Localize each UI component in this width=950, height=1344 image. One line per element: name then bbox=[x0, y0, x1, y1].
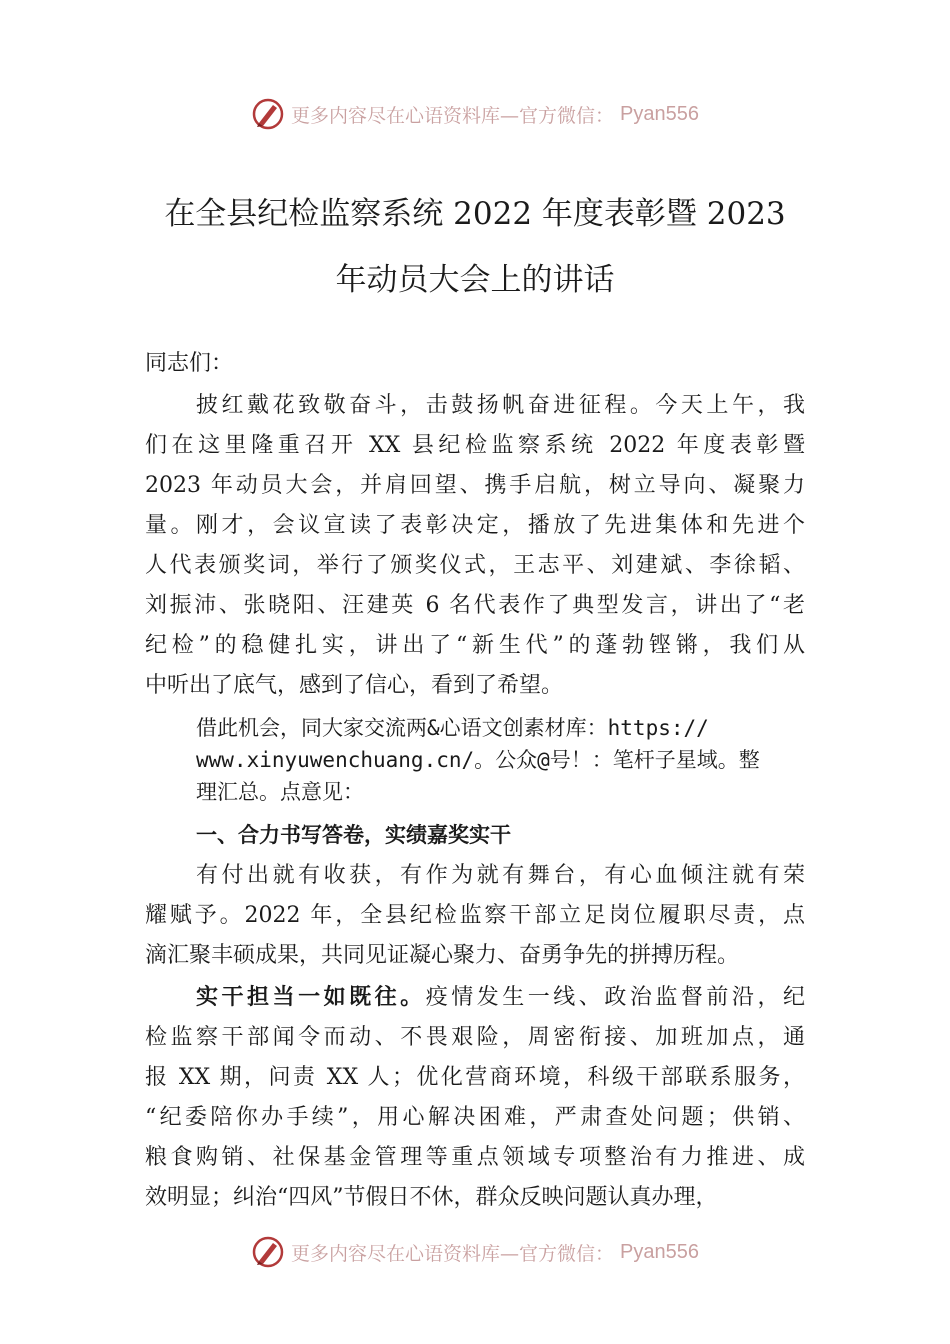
banner-text: 更多内容尽在心语资料库—官方微信： bbox=[291, 104, 615, 127]
paragraph-line: 量。刚才，会议宣读了表彰决定，播放了先进集体和先进个 bbox=[145, 513, 805, 538]
paragraph-line: 2023 年动员大会，并肩回望、携手启航，树立导向、凝聚力 bbox=[145, 473, 805, 498]
greeting: 同志们： bbox=[145, 351, 234, 376]
paragraph-line: 粮食购销、社保基金管理等重点领域专项整治有力推进、成 bbox=[145, 1145, 805, 1170]
banner-text: 更多内容尽在心语资料库—官方微信： bbox=[291, 1242, 615, 1265]
banner-wechat-id: Pyan556 bbox=[620, 102, 699, 125]
paragraph-line: 们在这里隆重召开 XX 县纪检监察系统 2022 年度表彰暨 bbox=[145, 433, 805, 458]
insert-line: www.xinyuwenchuang.cn/。公众@号！：笔杆子星域。整 bbox=[196, 748, 760, 772]
document-title-line-1: 在全县纪检监察系统 2022 年度表彰暨 2023 bbox=[164, 196, 786, 232]
paragraph-line bbox=[196, 983, 805, 1013]
paragraph-line: 人代表颁奖词，举行了颁奖仪式，王志平、刘建斌、李徐韬、 bbox=[145, 553, 805, 578]
banner-wechat-id: Pyan556 bbox=[620, 1240, 699, 1263]
paragraph-line: 报 XX 期，问责 XX 人；优化营商环境，科级干部联系服务， bbox=[145, 1065, 805, 1090]
brush-logo-icon bbox=[251, 1235, 285, 1269]
paragraph-line: 耀赋予。2022 年，全县纪检监察干部立足岗位履职尽责，点 bbox=[145, 903, 805, 928]
sub-heading-rest: 疫情发生一线、政治监督前沿，纪 bbox=[425, 985, 805, 1010]
paragraph-line: 有付出就有收获，有作为就有舞台，有心血倾注就有荣 bbox=[196, 863, 805, 888]
paragraph-line: 中听出了底气，感到了信心，看到了希望。 bbox=[145, 673, 564, 698]
paragraph-line: “纪委陪你办手续”，用心解决困难，严肃查处问题；供销、 bbox=[145, 1105, 805, 1130]
insert-line: 理汇总。点意见： bbox=[196, 780, 364, 804]
paragraph-line: 刘振沛、张晓阳、汪建英 6 名代表作了典型发言，讲出了“老 bbox=[145, 593, 805, 618]
document-title-line-2: 年动员大会上的讲话 bbox=[335, 262, 615, 298]
paragraph-line: 检监察干部闻令而动、不畏艰险，周密衔接、加班加点，通 bbox=[145, 1025, 805, 1050]
paragraph-line: 效明显；纠治“四风”节假日不休，群众反映问题认真办理， bbox=[145, 1185, 718, 1210]
sub-heading: 实干担当一如既往。 bbox=[196, 985, 426, 1010]
brush-logo-icon bbox=[251, 97, 285, 131]
paragraph-line: 滴汇聚丰硕成果，共同见证凝心聚力、奋勇争先的拼搏历程。 bbox=[145, 943, 740, 968]
footer-watermark-banner bbox=[0, 1232, 950, 1272]
paragraph-line: 纪检”的稳健扎实，讲出了“新生代”的蓬勃铿锵，我们从 bbox=[145, 633, 805, 658]
section-heading: 一、合力书写答卷，实绩嘉奖实干 bbox=[196, 823, 511, 847]
header-watermark-banner bbox=[0, 94, 950, 134]
insert-line: 借此机会，同大家交流两&心语文创素材库：https:// bbox=[196, 716, 709, 740]
paragraph-line: 披红戴花致敬奋斗，击鼓扬帆奋进征程。今天上午，我 bbox=[196, 393, 805, 418]
